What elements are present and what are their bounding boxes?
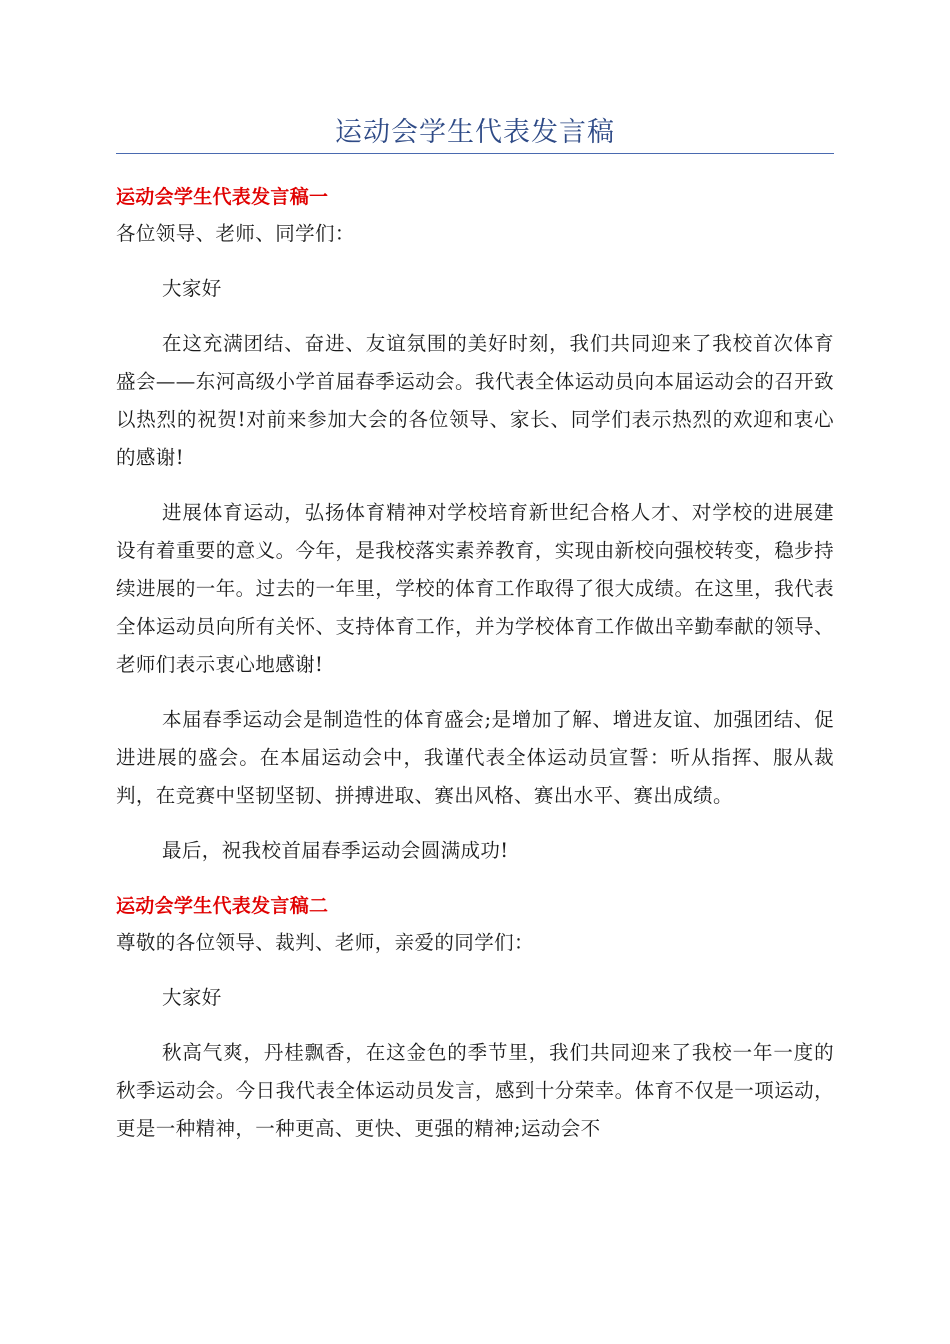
closing-1: 最后，祝我校首届春季运动会圆满成功! (162, 839, 509, 862)
paragraph-1-3: 本届春季运动会是制造性的体育盛会;是增加了解、增进友谊、加强团结、促进进展的盛会。在本届运动会中，我谨代表全体运动员宣誓：听从指挥、服从裁判，在竞赛中坚韧坚韧、拼搏进取、赛出风格、赛出水平、赛出成绩。 (116, 708, 834, 807)
greeting-1: 大家好 (162, 277, 222, 300)
document-body (116, 178, 834, 1165)
document-title: 运动会学生代表发言稿 (335, 117, 615, 148)
greeting-2: 大家好 (162, 986, 222, 1009)
section-heading-1: 运动会学生代表发言稿一 (116, 186, 329, 208)
section-heading-2: 运动会学生代表发言稿二 (116, 895, 329, 917)
paragraph-1-2: 进展体育运动，弘扬体育精神对学校培育新世纪合格人才、对学校的进展建设有着重要的意义。今年，是我校落实素养教育，实现由新校向强校转变，稳步持续进展的一年。过去的一年里，学校的体育工作取得了很大成绩。在这里，我代表全体运动员向所有关怀、支持体育工作，并为学校体育工作做出辛勤奉献的领导、老师们表示衷心地感谢! (116, 501, 834, 676)
paragraph-2-1: 秋高气爽，丹桂飘香，在这金色的季节里，我们共同迎来了我校一年一度的秋季运动会。今日我代表全体运动员发言，感到十分荣幸。体育不仅是一项运动，更是一种精神，一种更高、更快、更强的精神;运动会不 (116, 1041, 834, 1140)
title-underline (116, 153, 834, 154)
salutation-2: 尊敬的各位领导、裁判、老师，亲爱的同学们： (116, 931, 534, 954)
paragraph-1-1: 在这充满团结、奋进、友谊氛围的美好时刻，我们共同迎来了我校首次体育盛会——东河高级小学首届春季运动会。我代表全体运动员向本届运动会的召开致以热烈的祝贺!对前来参加大会的各位领导、家长、同学们表示热烈的欢迎和衷心的感谢! (116, 332, 834, 469)
salutation-1: 各位领导、老师、同学们： (116, 222, 355, 245)
